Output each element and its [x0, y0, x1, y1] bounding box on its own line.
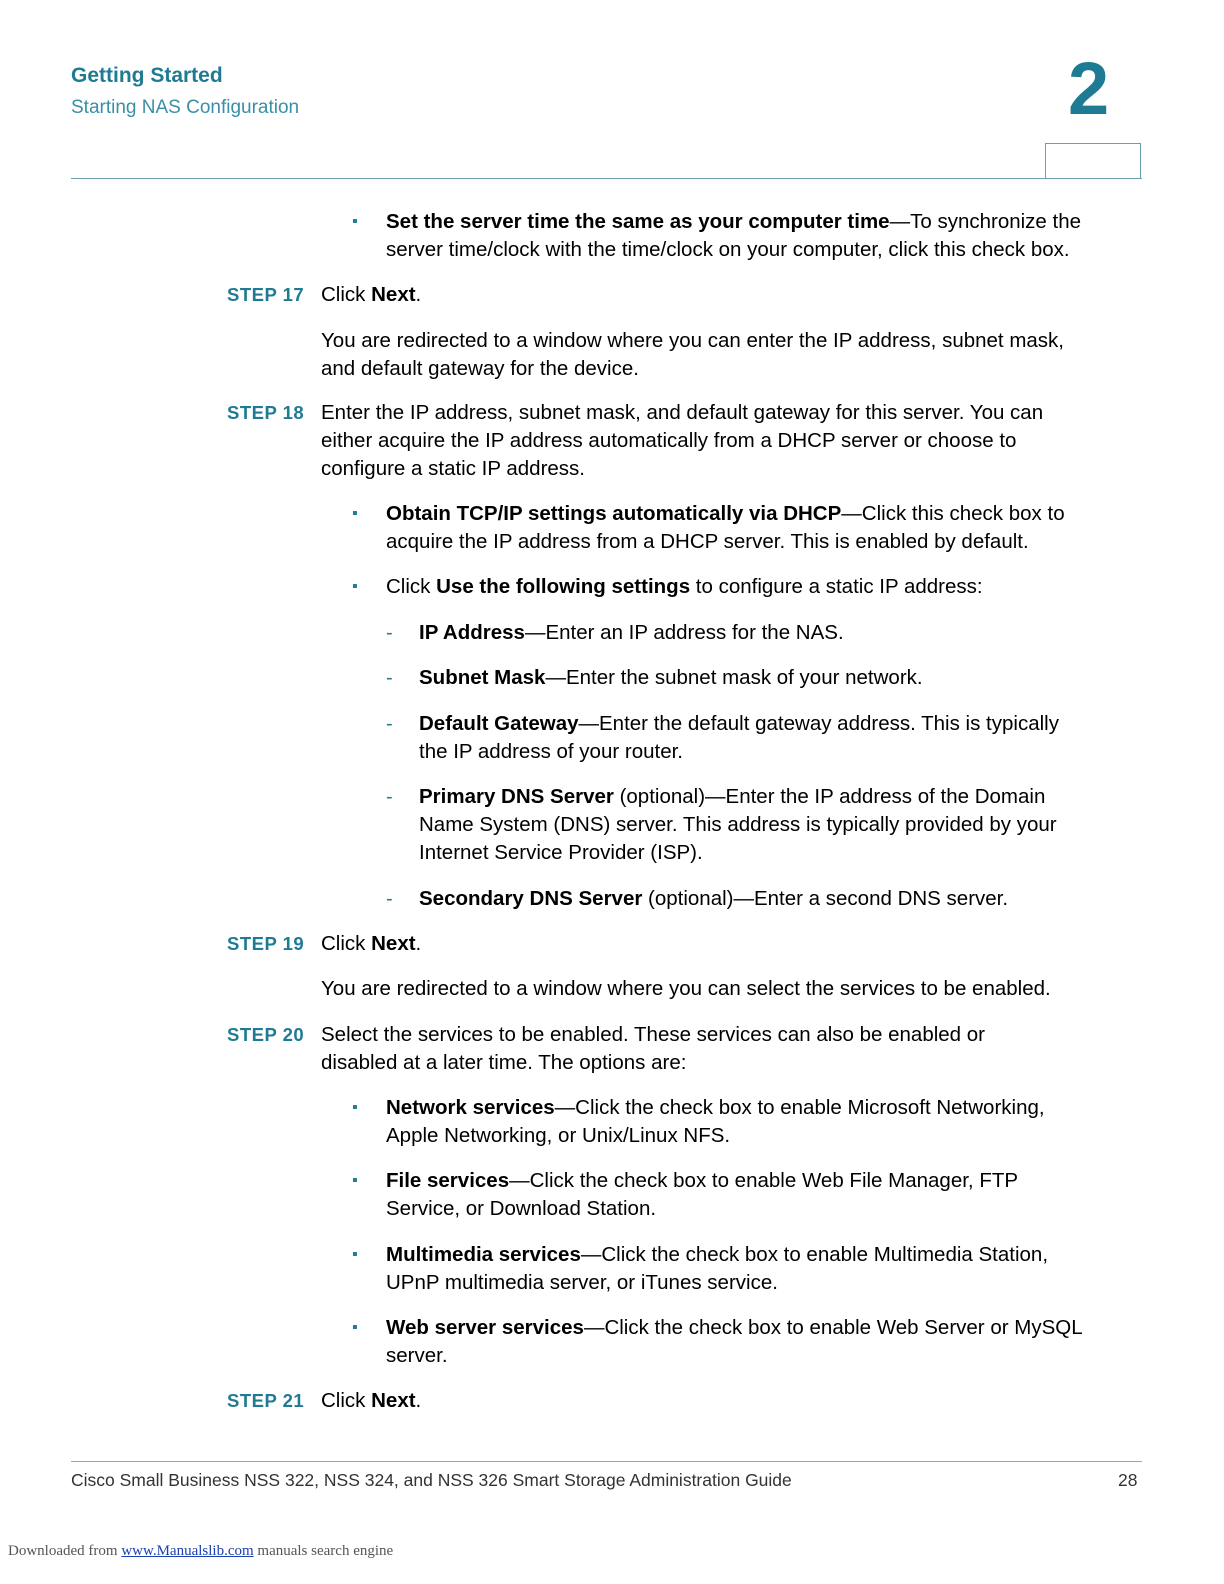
step-18-text	[321, 399, 1043, 483]
term: Next	[371, 1389, 416, 1412]
bullet-marker: ▪	[352, 1099, 358, 1116]
sub-text: —Enter the default gateway address. This is typically	[578, 712, 1059, 735]
step-text: Click	[321, 283, 372, 306]
note-line: and default gateway for the device.	[321, 357, 639, 380]
step-17-label: STEP 17	[227, 284, 305, 305]
bullet-text: UPnP multimedia server, or iTunes service.	[386, 1271, 778, 1294]
bullet-file-services	[386, 1167, 1018, 1223]
sub-text: (optional)—Enter the IP address of the Domain	[613, 785, 1046, 808]
step-text: Click	[321, 1389, 372, 1412]
step-line: Enter the IP address, subnet mask, and default gateway for this server. You can	[321, 401, 1044, 424]
term: IP Address	[419, 621, 525, 644]
bullet-marker: ▪	[352, 578, 358, 595]
bullet-text: —Click the check box to enable Web Server or MySQL	[583, 1316, 1083, 1339]
step-19-note	[321, 975, 1051, 1003]
step-line: either acquire the IP address automatically from a DHCP server or choose to	[321, 429, 1017, 452]
footer-guide-title: Cisco Small Business NSS 322, NSS 324, and NSS 326 Smart Storage Administration Guide	[71, 1470, 792, 1490]
step-21-label: STEP 21	[227, 1390, 305, 1411]
term: Primary DNS Server	[419, 785, 614, 808]
step-line: configure a static IP address.	[321, 457, 585, 480]
bullet-text: —Click the check box to enable Multimedia Station,	[580, 1243, 1049, 1266]
step-line: Select the services to be enabled. These services can also be enabled or	[321, 1023, 985, 1046]
step-17-note	[321, 327, 1064, 383]
term: Obtain TCP/IP settings automatically via DHCP	[386, 502, 842, 525]
header-divider	[71, 178, 1142, 179]
bullet-text: Apple Networking, or Unix/Linux NFS.	[386, 1124, 731, 1147]
download-suffix: manuals search engine	[253, 1543, 394, 1559]
step-text: Click	[321, 932, 372, 955]
bullet-text: —Click this check box to	[841, 502, 1065, 525]
bullet-server-time	[386, 208, 1081, 264]
manualslib-link[interactable]: www.Manualslib.com	[121, 1543, 254, 1559]
dash-marker: -	[386, 622, 393, 644]
dash-marker: -	[386, 888, 393, 910]
sub-text: Internet Service Provider (ISP).	[419, 841, 703, 864]
chapter-tab-box	[1045, 143, 1141, 178]
bullet-web-server-services	[386, 1314, 1083, 1370]
bullet-marker: ▪	[352, 1172, 358, 1189]
bullet-static-ip	[386, 573, 983, 601]
bullet-marker: ▪	[352, 1319, 358, 1336]
term: Use the following settings	[436, 575, 691, 598]
sub-text: the IP address of your router.	[419, 740, 683, 763]
term: Web server services	[386, 1316, 584, 1339]
step-text: .	[415, 932, 422, 955]
bullet-multimedia-services	[386, 1241, 1048, 1297]
note-line: You are redirected to a window where you can enter the IP address, subnet mask,	[321, 329, 1064, 352]
step-21-text	[321, 1387, 421, 1415]
bullet-text: server time/clock with the time/clock on your computer, click this check box.	[386, 238, 1070, 261]
step-19-text	[321, 930, 421, 958]
bullet-network-services	[386, 1094, 1045, 1150]
bullet-marker: ▪	[352, 213, 358, 230]
term: Network services	[386, 1096, 555, 1119]
page-number: 28	[1118, 1470, 1138, 1490]
sub-text: —Enter an IP address for the NAS.	[524, 621, 844, 644]
download-prefix: Downloaded from	[8, 1543, 122, 1559]
sub-text: (optional)—Enter a second DNS server.	[642, 887, 1009, 910]
term: Multimedia services	[386, 1243, 581, 1266]
term: File services	[386, 1169, 510, 1192]
bullet-dhcp	[386, 500, 1065, 556]
step-line: disabled at a later time. The options are:	[321, 1051, 687, 1074]
bullet-text: Click	[386, 575, 437, 598]
step-19-label: STEP 19	[227, 933, 305, 954]
bullet-text: —Click the check box to enable Web File Manager, FTP	[509, 1169, 1019, 1192]
dash-marker: -	[386, 667, 393, 689]
note-line: You are redirected to a window where you can select the services to be enabled.	[321, 977, 1051, 1000]
step-text: .	[415, 283, 422, 306]
bullet-marker: ▪	[352, 1246, 358, 1263]
step-18-label: STEP 18	[227, 402, 305, 423]
download-notice	[8, 1543, 393, 1560]
bullet-text: Service, or Download Station.	[386, 1197, 657, 1220]
step-20-label: STEP 20	[227, 1024, 305, 1045]
term: Next	[371, 283, 416, 306]
step-20-text	[321, 1021, 985, 1077]
step-17-text	[321, 281, 421, 309]
bullet-text: server.	[386, 1344, 448, 1367]
chapter-title: Getting Started	[71, 64, 223, 87]
step-text: .	[415, 1389, 422, 1412]
bullet-text: to configure a static IP address:	[690, 575, 983, 598]
sub-default-gateway	[419, 710, 1059, 766]
bullet-text: acquire the IP address from a DHCP server. This is enabled by default.	[386, 530, 1029, 553]
dash-marker: -	[386, 786, 393, 808]
section-subtitle: Starting NAS Configuration	[71, 97, 300, 118]
term: Set the server time the same as your computer time	[386, 210, 890, 233]
bullet-text: —To synchronize the	[889, 210, 1082, 233]
footer-divider	[71, 1461, 1142, 1462]
bullet-text: —Click the check box to enable Microsoft Networking,	[554, 1096, 1045, 1119]
sub-text: —Enter the subnet mask of your network.	[545, 666, 923, 689]
term: Subnet Mask	[419, 666, 546, 689]
sub-text: Name System (DNS) server. This address is typically provided by your	[419, 813, 1057, 836]
sub-ip-address	[419, 619, 844, 647]
sub-primary-dns	[419, 783, 1057, 867]
term: Next	[371, 932, 416, 955]
sub-secondary-dns	[419, 885, 1008, 913]
term: Secondary DNS Server	[419, 887, 643, 910]
sub-subnet-mask	[419, 664, 923, 692]
dash-marker: -	[386, 713, 393, 735]
bullet-marker: ▪	[352, 505, 358, 522]
term: Default Gateway	[419, 712, 579, 735]
chapter-number: 2	[1068, 47, 1110, 130]
